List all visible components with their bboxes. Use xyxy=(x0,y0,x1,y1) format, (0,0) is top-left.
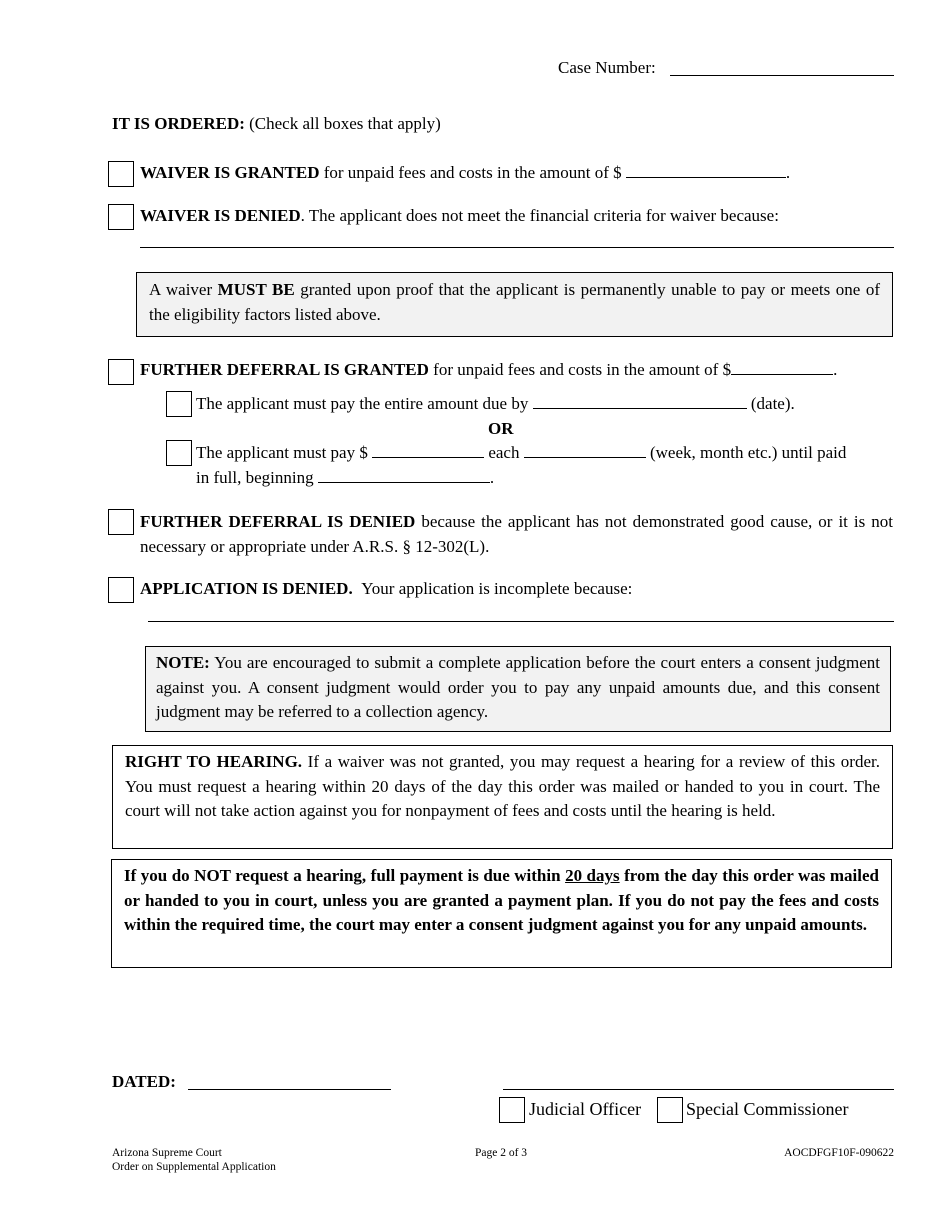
deferral-denied-text: FURTHER DEFERRAL IS DENIED because the applicant has not demonstrated good cause, or it is not necessary or appropriate under A.R.S. § 12-302(L). xyxy=(140,512,893,556)
waiver-denied-reason-field[interactable] xyxy=(140,247,894,248)
deferral-amount-field[interactable] xyxy=(731,360,833,375)
pay-installment-checkbox[interactable] xyxy=(166,440,192,466)
footer-page: Page 2 of 3 xyxy=(475,1147,528,1159)
deferral-granted-text: FURTHER DEFERRAL IS GRANTED for unpaid fees and costs in the amount of $ . xyxy=(140,360,838,379)
dated-field[interactable] xyxy=(188,1089,391,1090)
waiver-granted-text: WAIVER IS GRANTED for unpaid fees and costs in the amount of $ . xyxy=(140,163,791,182)
payment-due-box: If you do NOT request a hearing, full payment is due within 20 days from the day this order was mailed or handed to you in court, unless you are granted a payment plan. If you do not pay the fees and costs within the required time, the court may enter a consent judgment against you for any unpaid amounts. xyxy=(111,859,892,968)
application-denied-text: APPLICATION IS DENIED. Your application is incomplete because: xyxy=(140,579,633,598)
special-commissioner-label: Special Commissioner xyxy=(686,1099,849,1119)
must-be-notice: A waiver MUST BE granted upon proof that the applicant is permanently unable to pay or meets one of the eligibility factors listed above. xyxy=(136,272,893,337)
footer-form-title: Order on Supplemental Application xyxy=(112,1161,276,1173)
dated-label: DATED: xyxy=(112,1072,176,1091)
right-to-hearing-box: RIGHT TO HEARING. If a waiver was not granted, you may request a hearing for a review of this order. You must request a hearing within 20 days of the day this order was mailed or handed to you in court. The court will not take action against you for nonpayment of fees and costs until the hearing is held. xyxy=(112,745,893,849)
waiver-amount-field[interactable] xyxy=(626,163,786,178)
application-denied-reason-field[interactable] xyxy=(148,621,894,622)
pay-installment-text: The applicant must pay $ each (week, month etc.) until paid xyxy=(196,443,847,462)
deferral-granted-checkbox[interactable] xyxy=(108,359,134,385)
waiver-denied-checkbox[interactable] xyxy=(108,204,134,230)
pay-installment-begin: in full, beginning . xyxy=(196,468,495,487)
pay-entire-text: The applicant must pay the entire amount due by (date). xyxy=(196,394,795,413)
case-number-field[interactable] xyxy=(670,75,894,76)
installment-period-field[interactable] xyxy=(524,443,646,458)
pay-by-date-field[interactable] xyxy=(533,394,747,409)
judicial-officer-label: Judicial Officer xyxy=(529,1099,642,1119)
or-separator: OR xyxy=(488,419,514,438)
application-denied-checkbox[interactable] xyxy=(108,577,134,603)
waiver-denied-text: WAIVER IS DENIED. The applicant does not meet the financial criteria for waiver because: xyxy=(140,206,779,225)
footer-form-code: AOCDFGF10F-090622 xyxy=(784,1147,894,1159)
case-number-label: Case Number: xyxy=(558,58,656,77)
signature-line[interactable] xyxy=(503,1089,894,1090)
installment-begin-field[interactable] xyxy=(318,468,490,483)
ordered-heading: IT IS ORDERED: (Check all boxes that apply) xyxy=(112,114,441,133)
installment-amount-field[interactable] xyxy=(372,443,484,458)
footer-left xyxy=(112,1146,276,1174)
waiver-granted-checkbox[interactable] xyxy=(108,161,134,187)
judicial-officer-checkbox[interactable] xyxy=(499,1097,525,1123)
deferral-denied-checkbox[interactable] xyxy=(108,509,134,535)
note-box: NOTE: You are encouraged to submit a complete application before the court enters a consent judgment against you. A consent judgment would order you to pay any unpaid amounts due, and this consent judgment may be referred to a collection agency. xyxy=(145,646,891,732)
pay-entire-checkbox[interactable] xyxy=(166,391,192,417)
special-commissioner-checkbox[interactable] xyxy=(657,1097,683,1123)
footer-court: Arizona Supreme Court xyxy=(112,1147,222,1159)
